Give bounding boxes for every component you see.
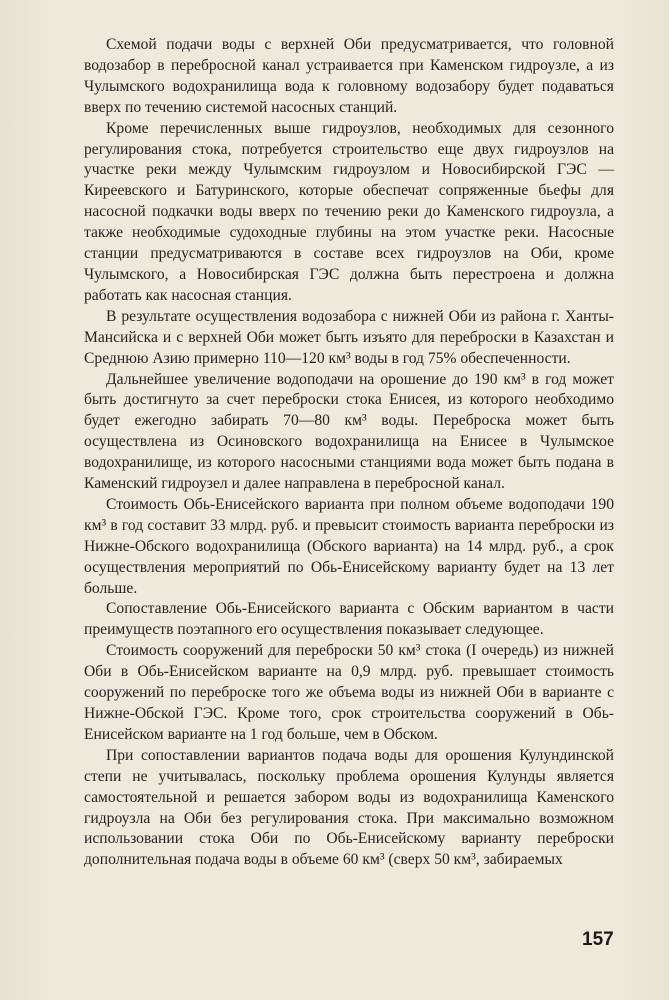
paragraph-8: При сопоставлении вариантов подача воды для орошения Кулундинской степи не учитывалась, поскольку проблема орошения Кулунды является самостоятельной и решается забором воды из водохранилища Каменского гидроузла на Оби без регулирования стока. При максимально возможном использовании стока Оби по Обь-Енисейскому варианту переброски дополнительная подача воды в объеме 60 км³ (сверх 50 км³, забираемых xyxy=(84,746,614,869)
paragraph-6: Сопоставление Обь-Енисейского варианта с Обским вариантом в части преимуществ поэтапного его осуществления показывает следующее. xyxy=(84,600,614,639)
paragraph-3: В результате осуществления водозабора с нижней Оби из района г. Ханты-Мансийска и с верхней Оби может быть изъято для переброски в Казахстан и Среднюю Азию примерно 110—120 км³ воды в год 75% обеспеченности. xyxy=(84,307,614,367)
body-text xyxy=(84,35,614,871)
paragraph-4: Дальнейшее увеличение водоподачи на орошение до 190 км³ в год может быть достигнуто за счет переброски стока Енисея, из которого необходимо будет ежегодно забирать 70—80 км³ воды. Переброска может быть осуществлена из Осиновского водохранилища на Енисее в Чулымское водохранилище, из которого насосными станциями вода может быть подана в Каменский гидроузел и далее направлена в переброcной канал. xyxy=(84,370,614,493)
paragraph-7: Стоимость сооружений для переброски 50 км³ стока (I очередь) из нижней Оби в Обь-Енисейском варианте на 0,9 млрд. руб. превышает стоимость сооружений по переброске того же объема воды из нижней Оби в варианте с Нижне-Обской ГЭС. Кроме того, срок строительства сооружений в Обь-Енисейском варианте на 1 год больше, чем в Обском. xyxy=(84,642,614,743)
paragraph-2: Кроме перечисленных выше гидроузлов, необходимых для сезонного регулирования стока, потребуется строительство еще двух гидроузлов на участке реки между Чулымским гидроузлом и Новосибирской ГЭС — Киреевского и Батуринского, которые обеспечат сопряженные бьефы для насосной подкачки воды вверх по течению реки до Каменского гидроузла, а также необходимые судоходные глубины на этом участке реки. Насосные станции предусматриваются в составе всех гидроузлов на Оби, кроме Чулымского, а Новосибирская ГЭС должна быть перестроена и должна работать как насосная станция. xyxy=(84,119,614,304)
paragraph-1: Схемой подачи воды с верхней Оби предусматривается, что головной водозабор в переброcной канал устраивается при Каменском гидроузле, а из Чулымского водохранилища вода к головному водозабору будет подаваться вверх по течению системой насосных станций. xyxy=(84,36,614,116)
page-number: 157 xyxy=(582,929,614,950)
paragraph-5: Стоимость Обь-Енисейского варианта при полном объеме водоподачи 190 км³ в год составит 33 млрд. руб. и превысит стоимость варианта переброски из Нижне-Обского водохранилища (Обского варианта) на 14 млрд. руб., а срок осуществления мероприятий по Обь-Енисейскому варианту будет на 13 лет больше. xyxy=(84,495,614,597)
